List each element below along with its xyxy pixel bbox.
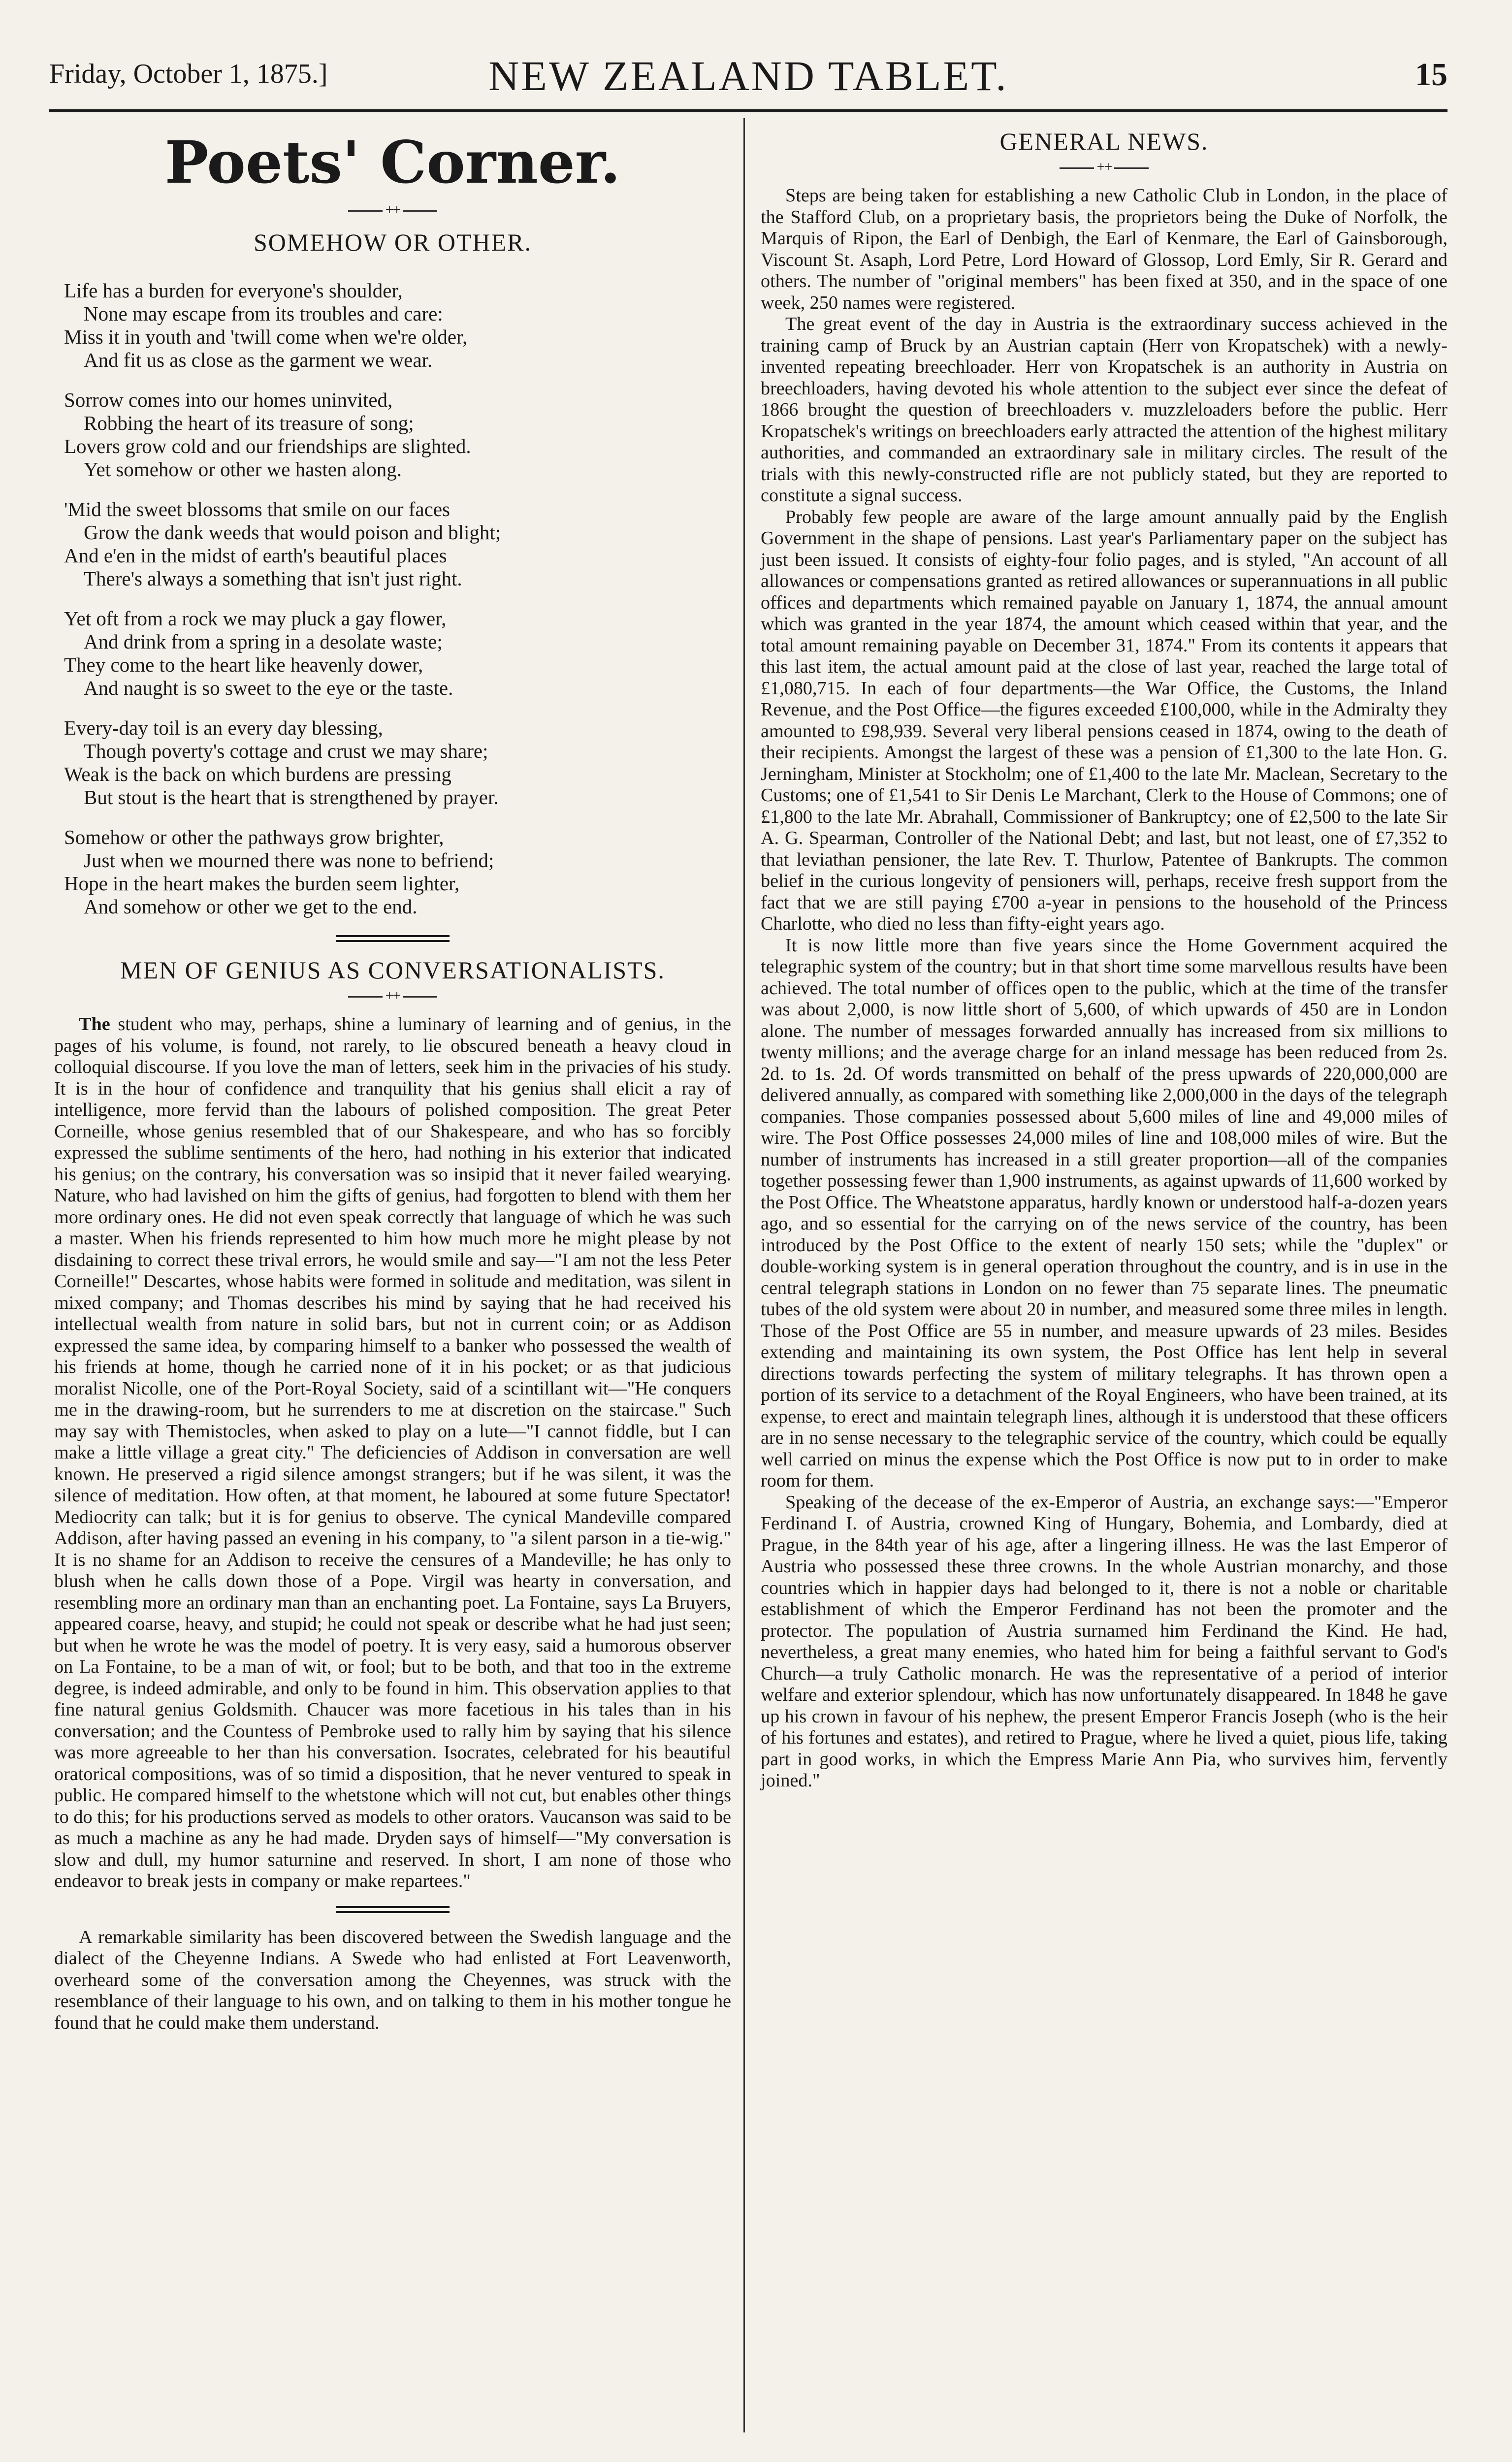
poem-title: SOMEHOW OR OTHER. xyxy=(253,228,532,256)
poem-line: Miss it in youth and 'twill come when we're older, xyxy=(64,325,468,348)
news-paragraph: Steps are being taken for establishing a new Catholic Club in London, in the place of the Stafford Club, on a proprietary basis, the proprietors being the Duke of Norfolk, the Marquis of Ripon, the Earl of Denbigh, the Earl of Kenmare, the Earl of Gainsborough, Viscount St. Asaph, Lord Petre, Lord Howard of Glossop, Lord Emly, Sir R. Gerard and others. The number of "original members" has been fixed at 350, and in the space of one week, 250 names were registered. xyxy=(761,185,1448,313)
poem-line: Somehow or other the pathways grow brighter, xyxy=(64,826,444,848)
poem-line: Just when we mourned there was none to befriend; xyxy=(84,849,494,872)
poem-line: Hope in the heart makes the burden seem lighter, xyxy=(64,872,460,895)
ornament-divider: ++ xyxy=(761,159,1448,175)
poem-stanza xyxy=(64,498,731,590)
poem-line: And e'en in the midst of earth's beautiful places xyxy=(64,544,447,567)
poem-line: There's always a something that isn't just right. xyxy=(84,567,462,590)
ornament-divider: ++ xyxy=(54,987,731,1004)
poem-stanza xyxy=(64,389,731,481)
poem-line: Yet somehow or other we hasten along. xyxy=(84,458,402,481)
poem-line: Robbing the heart of its treasure of song; xyxy=(84,412,414,434)
news-paragraph: It is now little more than five years since the Home Government acquired the telegraphic system of the country; but in that short time some marvellous results have been achieved. The total number of offices open to the public, which at the time of the transfer was about 2,000, is now little short of 5,600, of which upwards of 450 are in London alone. The number of messages forwarded annually has increased from six millions to twenty millions; and the average charge for an inland message has been reduced from 2s. 2d. to 1s. 2d. Of words transmitted on behalf of the press upwards of 220,000,000 are delivered annually, as compared with something like 2,000,000 in the days of the telegraph companies. Those companies possessed about 5,600 miles of line and 49,000 miles of wire. The Post Office possesses 24,000 miles of line and 108,000 miles of wire. But the number of instruments has increased in a still greater proportion—all of the companies together possessing fewer than 1,900 instruments, as against upwards of 11,600 worked by the Post Office. The Wheatstone apparatus, hardly known or understood half-a-dozen years ago, and so essential for the carrying on of the news service of the country, has been introduced by the Post Office to the extent of nearly 150 sets; while the "duplex" or double-working system is in general operation throughout the country, and is in use in the central telegraph stations in London on no fewer than 75 separate lines. The pneumatic tubes of the old system were about 20 in number, and measured some three miles in length. Those of the Post Office are 55 in number, and measure upwards of 23 miles. Besides extending and maintaining its own system, the Post Office has lent help in several directions towards perfecting the system of military telegraphs. It has thrown open a portion of its service to a detachment of the Royal Engineers, who have been trained, at its expense, to erect and maintain telegraph lines, although it is understood that these officers are in no sense necessary to the telegraphic service of the country, which could be equally well carried on minus the expense which the Post Office is now put to in order to make room for them. xyxy=(761,935,1448,1491)
poem-line: And somehow or other we get to the end. xyxy=(84,895,418,918)
general-news-title: GENERAL NEWS. xyxy=(999,128,1209,155)
poem-stanza xyxy=(64,607,731,700)
poem-body xyxy=(54,279,731,918)
masthead xyxy=(49,47,1448,111)
poem-line: Yet oft from a rock we may pluck a gay flower, xyxy=(64,607,447,630)
article-dropcap: The xyxy=(79,1014,110,1035)
article-body xyxy=(54,1014,731,1892)
poem-line: They come to the heart like heavenly dower, xyxy=(64,653,423,676)
poem-line: Sorrow comes into our homes uninvited, xyxy=(64,389,393,411)
poem-line: Grow the dank weeds that would poison and blight; xyxy=(84,521,501,544)
poem-line: Lovers grow cold and our friendships are slighted. xyxy=(64,435,471,457)
column-divider xyxy=(743,118,745,2432)
article-text: student who may, perhaps, shine a luminary of learning and of genius, in the pages of his volume, is found, not rarely, to lie obscured beneath a heavy cloud in colloquial discourse. If you love the man of letters, seek him in the privacies of his study. It is in the hour of confidence and tranquility that his genius shall elicit a ray of intelligence, more fervid than the labours of polished composition. The great Peter Corneille, whose genius resembled that of our Shakespeare, and who has so forcibly expressed the sublime sentiments of the hero, had nothing in his exterior that indicated his genius; on the contrary, his conversation was so insipid that it never failed wearying. Nature, who had lavished on him the gifts of genius, had forgotten to blend with them her more ordinary ones. He did not even speak correctly that language of which he was such a master. When his friends represented to him how much more he might please by not disdaining to correct these trival errors, he would smile and say—"I am not the less Peter Corneille!" Descartes, whose habits were formed in solitude and meditation, was silent in mixed company; and Thomas describes his mind by saying that he had received his intellectual wealth from nature in solid bars, but not in current coin; or as Addison expressed the same idea, by comparing himself to a banker who possessed the wealth of his friends at home, though he carried none of it in his pocket; or as that judicious moralist Nicolle, one of the Port-Royal Society, said of a scintillant wit—"He conquers me in the drawing-room, but he surrenders to me at discretion on the staircase." Such may say with Themistocles, when asked to play on a lute—"I cannot fiddle, but I can make a little village a great city." The deficiencies of Addison in conversation are well known. He preserved a rigid silence amongst strangers; but if he was silent, it was the silence of meditation. How often, at that moment, he laboured at some future Spectator! Mediocrity can talk; but it is for genius to observe. The cynical Mandeville compared Addison, after having passed an evening in his company, to "a silent parson in a tie-wig." It is no shame for an Addison to receive the censures of a Mandeville; he has only to blush when he calls down those of a Pope. Virgil was hearty in conversation, and resembling more an ordinary man than an enchanting poet. La Fontaine, says La Bruyers, appeared coarse, heavy, and stupid; he could not speak or describe what he had just seen; but when he wrote he was the model of poetry. It is very easy, said a humorous observer on La Fontaine, to be a man of wit, or fool; but to be both, and that too in the extreme degree, is indeed admirable, and only to be found in him. This observation applies to that fine natural genius Goldsmith. Chaucer was more facetious in his tales than in his conversation; and the Countess of Pembroke used to rally him by saying that his silence was more agreeable to her than his conversation. Isocrates, celebrated for his beautiful oratorical compositions, was of so timid a disposition, that he never ventured to speak in public. He compared himself to the whetstone which will not cut, but enables other things to do this; for his productions served as models to other orators. Vaucanson was said to be as much a machine as any he had made. Dryden says of himself—"My conversation is slow and dull, my humor saturnine and reserved. In short, I am none of those who endeavor to break jests in company or make repartees." xyxy=(54,1014,731,1891)
news-paragraph: Probably few people are aware of the large amount annually paid by the English Government in the shape of pensions. Last year's Parliamentary paper on the subject has just been issued. It consists of eighty-four folio pages, and is styled, "An account of all allowances or compensations granted as retired allowances or superannuations in all public offices and departments which remained payable on January 1, 1874, the annual amount which was granted in the year 1874, the amount which ceased within that year, and the total amount remaining payable on December 31, 1874." From its contents it appears that this last item, the actual amount paid at the close of last year, reached the large total of £1,080,715. In each of four departments—the War Office, the Customs, the Inland Revenue, and the Post Office—the figures exceeded £100,000, while in the Admiralty they amounted to £98,939. Several very liberal pensions ceased in 1874, owing to the death of their recipients. Amongst the largest of these was a pension of £1,300 to the late Hon. G. Jerningham, Minister at Stockholm; one of £1,400 to the late Mr. Maclean, Secretary to the Customs; one of £1,541 to Sir Denis Le Marchant, Clerk to the House of Commons; one of £1,800 to the late Mr. Abrahall, Commissioner of Bankruptcy; one of £2,500 to the late Sir A. G. Spearman, Controller of the National Debt; and last, but not least, one of £7,352 to that leviathan pensioner, the late Rev. T. Thurlow, Patentee of Bankrupts. The common belief in the curious longevity of pensioners will, perhaps, receive fresh support from the fact that we are still paying £700 a-year in pensions to the household of the Princess Charlotte, who died no less than fifty-eight years ago. xyxy=(761,506,1448,934)
ornament-divider: ++ xyxy=(54,201,731,218)
poem-line: Life has a burden for everyone's shoulder, xyxy=(64,279,403,302)
poem-line: None may escape from its troubles and care: xyxy=(84,302,443,325)
poem-line: Though poverty's cottage and crust we may share; xyxy=(84,740,488,762)
section-divider xyxy=(336,1906,450,1913)
poem-line: And drink from a spring in a desolate waste; xyxy=(84,630,443,653)
news-paragraph: Speaking of the decease of the ex-Emperor of Austria, an exchange says:—"Emperor Ferdinand I. of Austria, crowned King of Hungary, Bohemia, and Lombardy, died at Prague, in the 84th year of his age, after a lingering illness. He was the last Emperor of Austria who possessed these three crowns. In the whole Austrian monarchy, and those countries which in happier days had belonged to it, there is not a noble or charitable establishment of which the Emperor Ferdinand has not been the promoter and the protector. The population of Austria surnamed him Ferdinand the Kind. He had, nevertheless, a great many enemies, who hated him for being a faithful servant to God's Church—a truly Catholic monarch. He was the representative of a period of interior welfare and exterior splendour, which has now unfortunately disappeared. In 1848 he gave up his crown in favour of his nephew, the present Emperor Francis Joseph (who is the heir of his fortunes and estates), and retired to Prague, where he lived a quiet, pious life, taking part in good works, in which the Empress Marie Ann Pia, who survives him, fervently joined." xyxy=(761,1491,1448,1791)
publication-title: NEW ZEALAND TABLET. xyxy=(488,52,1008,99)
page-number: 15 xyxy=(1415,57,1448,93)
poem-line: Every-day toil is an every day blessing, xyxy=(64,716,383,739)
poem-line: But stout is the heart that is strengthened by prayer. xyxy=(84,786,499,809)
poem-line: And fit us as close as the garment we wear. xyxy=(84,349,433,371)
left-column xyxy=(54,118,731,2034)
section-divider xyxy=(336,935,450,942)
article-title: MEN OF GENIUS AS CONVERSATIONALISTS. xyxy=(120,956,665,984)
poem-stanza xyxy=(64,279,731,372)
poem-stanza xyxy=(64,826,731,918)
poem-line: 'Mid the sweet blossoms that smile on our faces xyxy=(64,498,450,520)
poem-stanza xyxy=(64,716,731,809)
poets-corner-heading: Poets' Corner. xyxy=(164,128,621,196)
poem-line: And naught is so sweet to the eye or the taste. xyxy=(84,677,453,699)
news-paragraph: The great event of the day in Austria is the extraordinary success achieved in the training camp of Bruck by an Austrian captain (Herr von Kropatschek) with a newly-invented repeating breechloader. Herr von Kropatschek is an authority in Austria on breechloaders, having devoted his whole attention to the subject ever since the defeat of 1866 brought the question of breechloaders v. muzzleloaders before the public. Herr Kropatschek's writings on breechloaders early attracted the attention of the highest military authorities, and commanded an extraordinary sale in military circles. The result of the trials with this newly-constructed rifle are not publicly stated, but they are reported to constitute a signal success. xyxy=(761,314,1448,506)
issue-date: Friday, October 1, 1875.] xyxy=(49,59,328,89)
poem-line: Weak is the back on which burdens are pressing xyxy=(64,763,451,785)
cheyenne-note: A remarkable similarity has been discovered between the Swedish language and the dialect of the Cheyenne Indians. A Swede who had enlisted at Fort Leavenworth, overheard some of the conversation among the Cheyennes, was struck with the resemblance of their language to his own, and on talking to them in his mother tongue he found that he could make them understand. xyxy=(54,1926,731,2033)
masthead-rule xyxy=(49,109,1448,112)
right-column xyxy=(761,118,1448,1792)
